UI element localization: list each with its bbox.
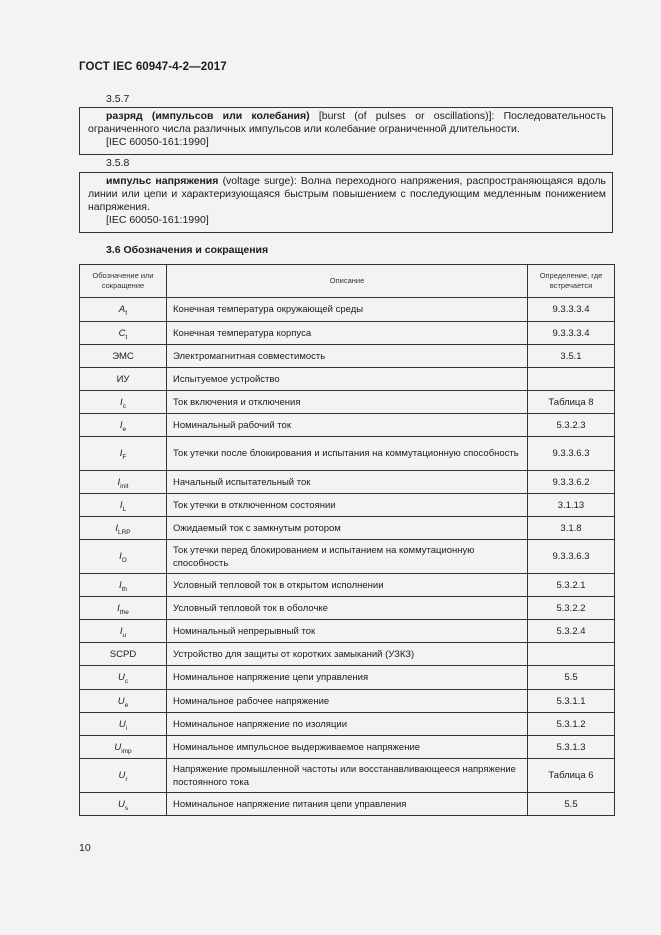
symbol-main: U bbox=[117, 695, 125, 707]
table-row bbox=[80, 713, 615, 736]
table-row bbox=[80, 322, 615, 345]
cell-reference bbox=[528, 643, 615, 666]
cell-description: Напряжение промышленной частоты или восстанавливающееся напряжение постоянного тока bbox=[167, 759, 528, 793]
clause-number: 3.5.8 bbox=[106, 157, 130, 169]
cell-symbol bbox=[80, 620, 167, 643]
symbol-subscript: init bbox=[120, 482, 129, 490]
cell-description: Номинальный непрерывный ток bbox=[167, 620, 528, 643]
clause-number: 3.5.7 bbox=[106, 93, 130, 105]
cell-description: Электромагнитная совместимость bbox=[167, 345, 528, 368]
symbol-main: I bbox=[118, 579, 122, 591]
symbol-main: I bbox=[119, 499, 123, 511]
cell-reference: 9.3.3.3.4 bbox=[528, 322, 615, 345]
cell-reference: Таблица 6 bbox=[528, 759, 615, 793]
page-number: 10 bbox=[79, 842, 91, 854]
table-row bbox=[80, 494, 615, 517]
cell-reference: 5.3.2.4 bbox=[528, 620, 615, 643]
cell-reference: 5.3.1.3 bbox=[528, 736, 615, 759]
table-row bbox=[80, 690, 615, 713]
cell-symbol bbox=[80, 597, 167, 620]
header-description: Описание bbox=[167, 265, 528, 298]
cell-description: Номинальное импульсное выдерживаемое напряжение bbox=[167, 736, 528, 759]
term-definition bbox=[88, 175, 606, 214]
symbol-main: I bbox=[119, 551, 122, 562]
cell-description: Ток утечки после блокирования и испытания на коммутационную способность bbox=[167, 437, 528, 471]
symbol-subscript: O bbox=[121, 556, 127, 564]
cell-symbol bbox=[80, 322, 167, 345]
cell-reference: Таблица 8 bbox=[528, 391, 615, 414]
symbol-main: U bbox=[117, 672, 125, 683]
term-text: (voltage surge): Волна переходного напряжения, распространяющаяся вдоль линии или цепи и характеризующаяся быстрым повышением с последующим медленным понижением напряжения. bbox=[88, 175, 606, 213]
term-definition bbox=[88, 110, 606, 136]
table-row bbox=[80, 540, 615, 574]
table-row bbox=[80, 666, 615, 690]
term-name: импульс напряжения bbox=[106, 175, 219, 187]
term-definition-box bbox=[79, 107, 613, 155]
cell-description: Конечная температура корпуса bbox=[167, 322, 528, 345]
cell-symbol bbox=[80, 690, 167, 713]
symbol-main: I bbox=[117, 476, 121, 488]
cell-description: Начальный испытательный ток bbox=[167, 471, 528, 494]
cell-symbol bbox=[80, 414, 167, 437]
cell-reference: 9.3.3.6.3 bbox=[528, 437, 615, 471]
cell-reference: 9.3.3.6.2 bbox=[528, 471, 615, 494]
table-row bbox=[80, 517, 615, 540]
term-name: разряд (импульсов или колебания) bbox=[106, 110, 310, 122]
symbol-subscript: LRP bbox=[117, 528, 131, 536]
table-row bbox=[80, 414, 615, 437]
cell-description: Ток утечки перед блокированием и испытанием на коммутационную способность bbox=[167, 540, 528, 574]
cell-symbol bbox=[80, 298, 167, 322]
table-row bbox=[80, 345, 615, 368]
cell-description: Условный тепловой ток в оболочке bbox=[167, 597, 528, 620]
table-row bbox=[80, 793, 615, 816]
symbol-main: ИУ bbox=[116, 373, 130, 385]
table-row bbox=[80, 643, 615, 666]
symbol-main: I bbox=[115, 522, 118, 534]
term-reference: [IEC 60050-161:1990] bbox=[106, 136, 209, 148]
cell-symbol bbox=[80, 643, 167, 666]
cell-reference: 3.1.13 bbox=[528, 494, 615, 517]
cell-description: Испытуемое устройство bbox=[167, 368, 528, 391]
table-header-row bbox=[80, 265, 615, 298]
cell-reference: 5.3.2.1 bbox=[528, 574, 615, 597]
cell-reference: 3.1.8 bbox=[528, 517, 615, 540]
cell-reference: 5.3.2.3 bbox=[528, 414, 615, 437]
header-symbol: Обозначение или сокращение bbox=[80, 265, 167, 298]
symbol-main: U bbox=[118, 718, 126, 730]
symbol-subscript: i bbox=[125, 724, 128, 732]
symbol-main: U bbox=[117, 798, 125, 810]
symbol-subscript: c bbox=[124, 677, 129, 685]
abbreviations-table bbox=[79, 264, 615, 816]
section-title: 3.6 Обозначения и сокращения bbox=[106, 244, 269, 256]
cell-symbol bbox=[80, 345, 167, 368]
symbol-subscript: r bbox=[125, 775, 128, 783]
symbol-main: I bbox=[120, 396, 123, 408]
term-text: [burst (of pulses or oscillations)]: Последовательность ограниченного числа различных импульсов или колебание ограниченной длительности. bbox=[88, 110, 606, 135]
symbol-main: U bbox=[114, 741, 122, 753]
symbol-subscript: th bbox=[121, 585, 128, 593]
table-row bbox=[80, 437, 615, 471]
cell-symbol bbox=[80, 759, 167, 793]
symbol-main: I bbox=[117, 602, 120, 614]
cell-symbol bbox=[80, 736, 167, 759]
cell-description: Ток включения и отключения bbox=[167, 391, 528, 414]
table-row bbox=[80, 471, 615, 494]
cell-description: Ожидаемый ток с замкнутым ротором bbox=[167, 517, 528, 540]
cell-description: Номинальное напряжение питания цепи управления bbox=[167, 793, 528, 816]
cell-reference: 5.3.2.2 bbox=[528, 597, 615, 620]
cell-symbol bbox=[80, 713, 167, 736]
symbol-main: C bbox=[118, 327, 126, 339]
table-row bbox=[80, 620, 615, 643]
term-reference: [IEC 60050-161:1990] bbox=[106, 214, 209, 226]
symbol-subscript: f bbox=[125, 309, 128, 317]
symbol-main: I bbox=[119, 419, 123, 431]
header-reference: Определение, где встречается bbox=[528, 265, 615, 298]
symbol-subscript: s bbox=[124, 804, 129, 812]
symbol-subscript: imp bbox=[121, 747, 132, 755]
cell-description: Номинальное напряжение цепи управления bbox=[167, 666, 528, 690]
term-definition-box bbox=[79, 172, 613, 233]
cell-reference bbox=[528, 368, 615, 391]
table-row bbox=[80, 298, 615, 322]
symbol-main: I bbox=[119, 625, 123, 637]
cell-description: Устройство для защиты от коротких замыканий (УЗКЗ) bbox=[167, 643, 528, 666]
cell-reference: 5.3.1.1 bbox=[528, 690, 615, 713]
symbol-subscript: F bbox=[122, 453, 127, 461]
cell-symbol bbox=[80, 666, 167, 690]
cell-reference: 9.3.3.6.3 bbox=[528, 540, 615, 574]
cell-description: Номинальный рабочий ток bbox=[167, 414, 528, 437]
symbol-main: I bbox=[119, 448, 123, 459]
cell-reference: 3.5.1 bbox=[528, 345, 615, 368]
cell-reference: 5.5 bbox=[528, 666, 615, 690]
table-row bbox=[80, 368, 615, 391]
symbol-main: A bbox=[118, 304, 126, 315]
cell-symbol bbox=[80, 437, 167, 471]
symbol-subscript: c bbox=[122, 402, 126, 410]
symbol-subscript: e bbox=[122, 425, 127, 433]
cell-symbol bbox=[80, 391, 167, 414]
cell-reference: 5.3.1.2 bbox=[528, 713, 615, 736]
symbol-subscript: L bbox=[122, 505, 127, 513]
symbol-main: U bbox=[118, 770, 126, 781]
symbol-main: SCPD bbox=[109, 648, 137, 660]
cell-symbol bbox=[80, 368, 167, 391]
cell-reference: 5.5 bbox=[528, 793, 615, 816]
cell-symbol bbox=[80, 471, 167, 494]
table-row bbox=[80, 736, 615, 759]
symbol-subscript: e bbox=[124, 701, 129, 709]
table-row bbox=[80, 391, 615, 414]
cell-description: Номинальное рабочее напряжение bbox=[167, 690, 528, 713]
cell-description: Ток утечки в отключенном состоянии bbox=[167, 494, 528, 517]
table-row bbox=[80, 759, 615, 793]
cell-description: Конечная температура окружающей среды bbox=[167, 298, 528, 322]
cell-symbol bbox=[80, 540, 167, 574]
symbol-subscript: the bbox=[119, 608, 129, 616]
symbol-subscript: t bbox=[125, 333, 128, 341]
cell-symbol bbox=[80, 793, 167, 816]
table-row bbox=[80, 597, 615, 620]
document-header: ГОСТ IEC 60947-4-2—2017 bbox=[79, 61, 227, 73]
cell-description: Условный тепловой ток в открытом исполнении bbox=[167, 574, 528, 597]
cell-reference: 9.3.3.3.4 bbox=[528, 298, 615, 322]
cell-symbol bbox=[80, 574, 167, 597]
cell-description: Номинальное напряжение по изоляции bbox=[167, 713, 528, 736]
symbol-main: ЭМС bbox=[112, 350, 134, 362]
cell-symbol bbox=[80, 494, 167, 517]
table-row bbox=[80, 574, 615, 597]
cell-symbol bbox=[80, 517, 167, 540]
symbol-subscript: u bbox=[122, 631, 127, 639]
